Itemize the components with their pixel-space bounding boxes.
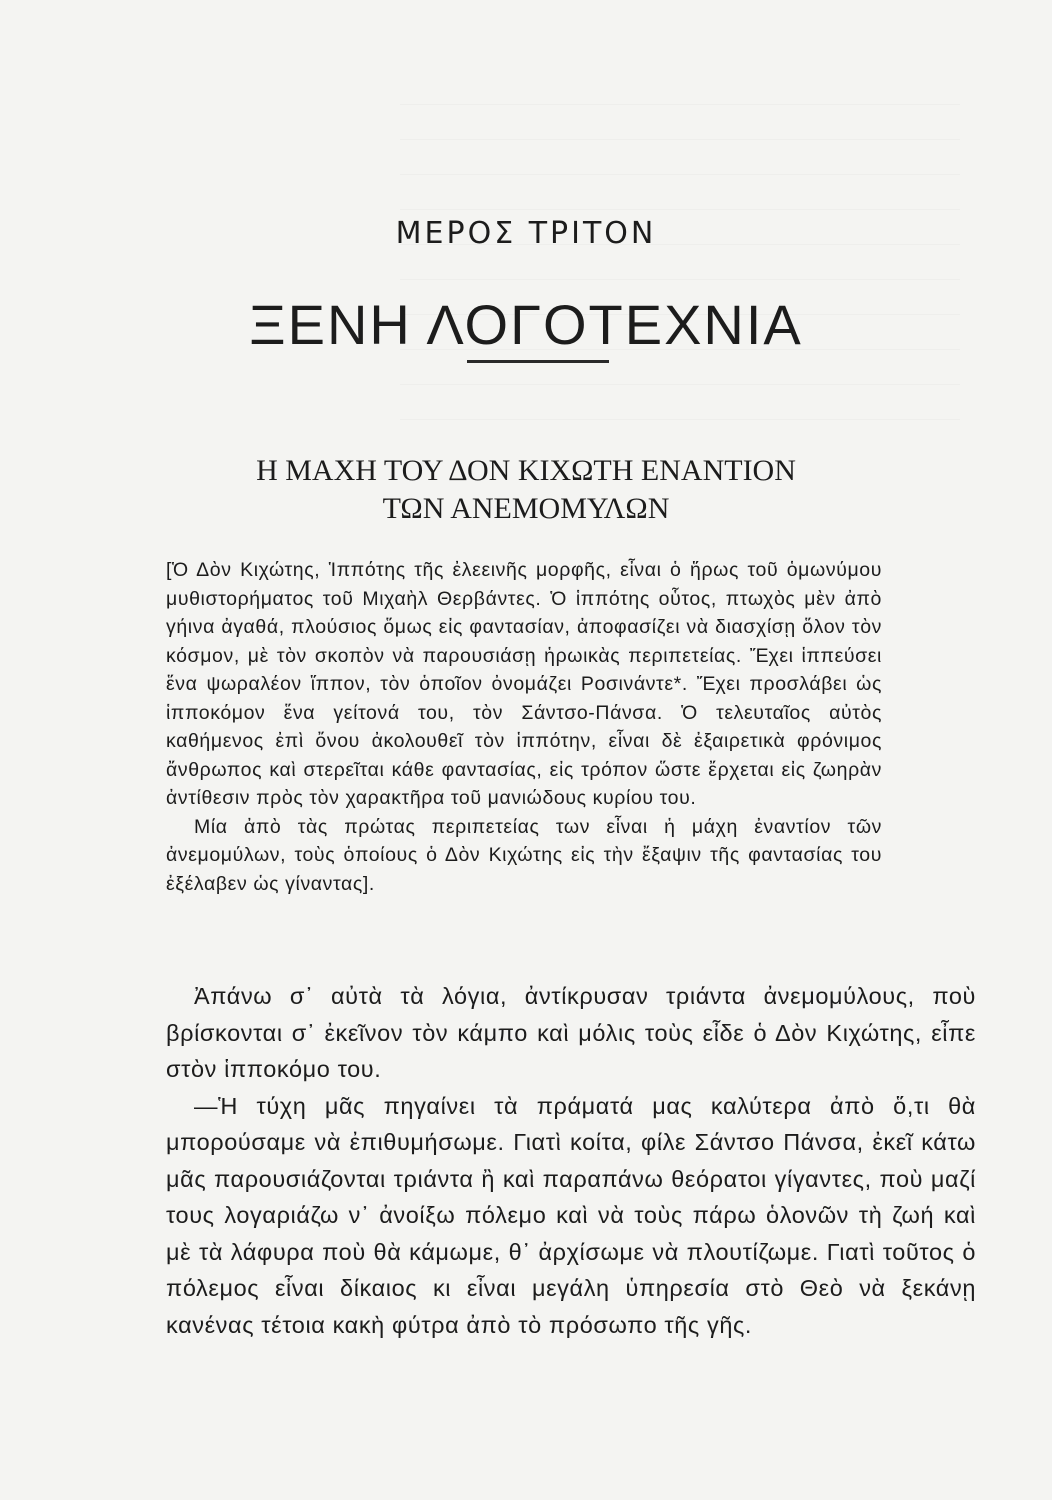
part-title: ΜΕΡΟΣ ΤΡΙΤΟΝ [395, 216, 657, 251]
main-text [166, 978, 976, 1343]
title-divider [467, 360, 609, 363]
chapter-title [0, 452, 1052, 528]
intro-note [166, 556, 882, 898]
section-title: ΞΕΝΗ ΛΟΓΟΤΕΧΝΙΑ [249, 293, 803, 356]
chapter-title-line-1: Η ΜΑΧΗ ΤΟΥ ΔΟΝ ΚΙΧΩΤΗ ΕΝΑΝΤΙΟΝ [256, 454, 796, 487]
intro-paragraph: Μία ἀπὸ τὰς πρώτας περιπετείας των εἶναι ἡ μάχη ἐναντίον τῶν ἀνεμομύλων, τοὺς ὁποίους ὁ Δὸν Κιχώτης εἰς τὴν ἔξαψιν τῆς φαντασίας του ἐξέλαβεν ὡς γίναντας]. [166, 815, 882, 895]
intro-paragraph: [Ὁ Δὸν Κιχώτης, Ἱππότης τῆς ἐλεεινῆς μορφῆς, εἶναι ὁ ἥρως τοῦ ὁμωνύμου μυθιστορήματος τοῦ Μιχαὴλ Θερβάντες. Ὁ ἱππότης οὗτος, πτωχὸς μὲν ἀπὸ γήινα ἀγαθά, πλούσιος ὅμως εἰς φαντασίαν, ἀποφασίζει νὰ διασχίσῃ ὅλον τὸν κόσμον, μὲ τὸν σκοπὸν νὰ παρουσιάσῃ ἡρωικὰς περιπετείας. Ἔχει ἱππεύσει ἕνα ψωραλέον ἵππον, τὸν ὁποῖον ὀνομάζει Ροσινάντε*. Ἔχει προσλάβει ὡς ἱπποκόμον ἕνα γείτονά του, τὸν Σάντσο-Πάνσα. Ὁ τελευταῖος αὐτὸς καθήμενος ἐπὶ ὄνου ἀκολουθεῖ τὸν ἱππότην, εἶναι δὲ ἐξαιρετικὰ φρόνιμος ἄνθρωπος καὶ στερεῖται κάθε φαντασίας, εἰς τρόπον ὥστε ἔρχεται εἰς ζωηρὰν ἀντίθεσιν πρὸς τὸν χαρακτῆρα τοῦ μανιώδους κυρίου του. [166, 559, 882, 809]
body-paragraph: Ἀπάνω σ᾿ αὐτὰ τὰ λόγια, ἀντίκρυσαν τριάντα ἀνεμομύλους, ποὺ βρίσκονται σ᾿ ἐκεῖνον τὸν κάμπο καὶ μόλις τοὺς εἶδε ὁ Δὸν Κιχώτης, εἶπε στὸν ἱπποκόμο του. [166, 983, 976, 1082]
chapter-title-line-2: ΤΩΝ ΑΝΕΜΟΜΥΛΩΝ [382, 492, 670, 525]
body-paragraph: —Ἡ τύχη μᾶς πηγαίνει τὰ πράματά μας καλύτερα ἀπὸ ὅ,τι θὰ μπορούσαμε νὰ ἐπιθυμήσωμε. Γιατὶ κοίτα, φίλε Σάντσο Πάνσα, ἐκεῖ κάτω μᾶς παρουσιάζονται τριάντα ἢ καὶ παραπάνω θεόρατοι γίγαντες, ποὺ μαζί τους λογαριάζω ν᾿ ἀνοίξω πόλεμο καὶ νὰ τοὺς πάρω ὁλονῶν τὴ ζωή καὶ μὲ τὰ λάφυρα ποὺ θὰ κάμωμε, θ᾿ ἀρχίσωμε νὰ πλουτίζωμε. Γιατὶ τοῦτος ὁ πόλεμος εἶναι δίκαιος κι εἶναι μεγάλη ὑπηρεσία στὸ Θεὸ νὰ ξεκάνῃ κανένας τέτοια κακὴ φύτρα ἀπὸ τὸ πρόσωπο τῆς γῆς. [166, 1092, 976, 1338]
